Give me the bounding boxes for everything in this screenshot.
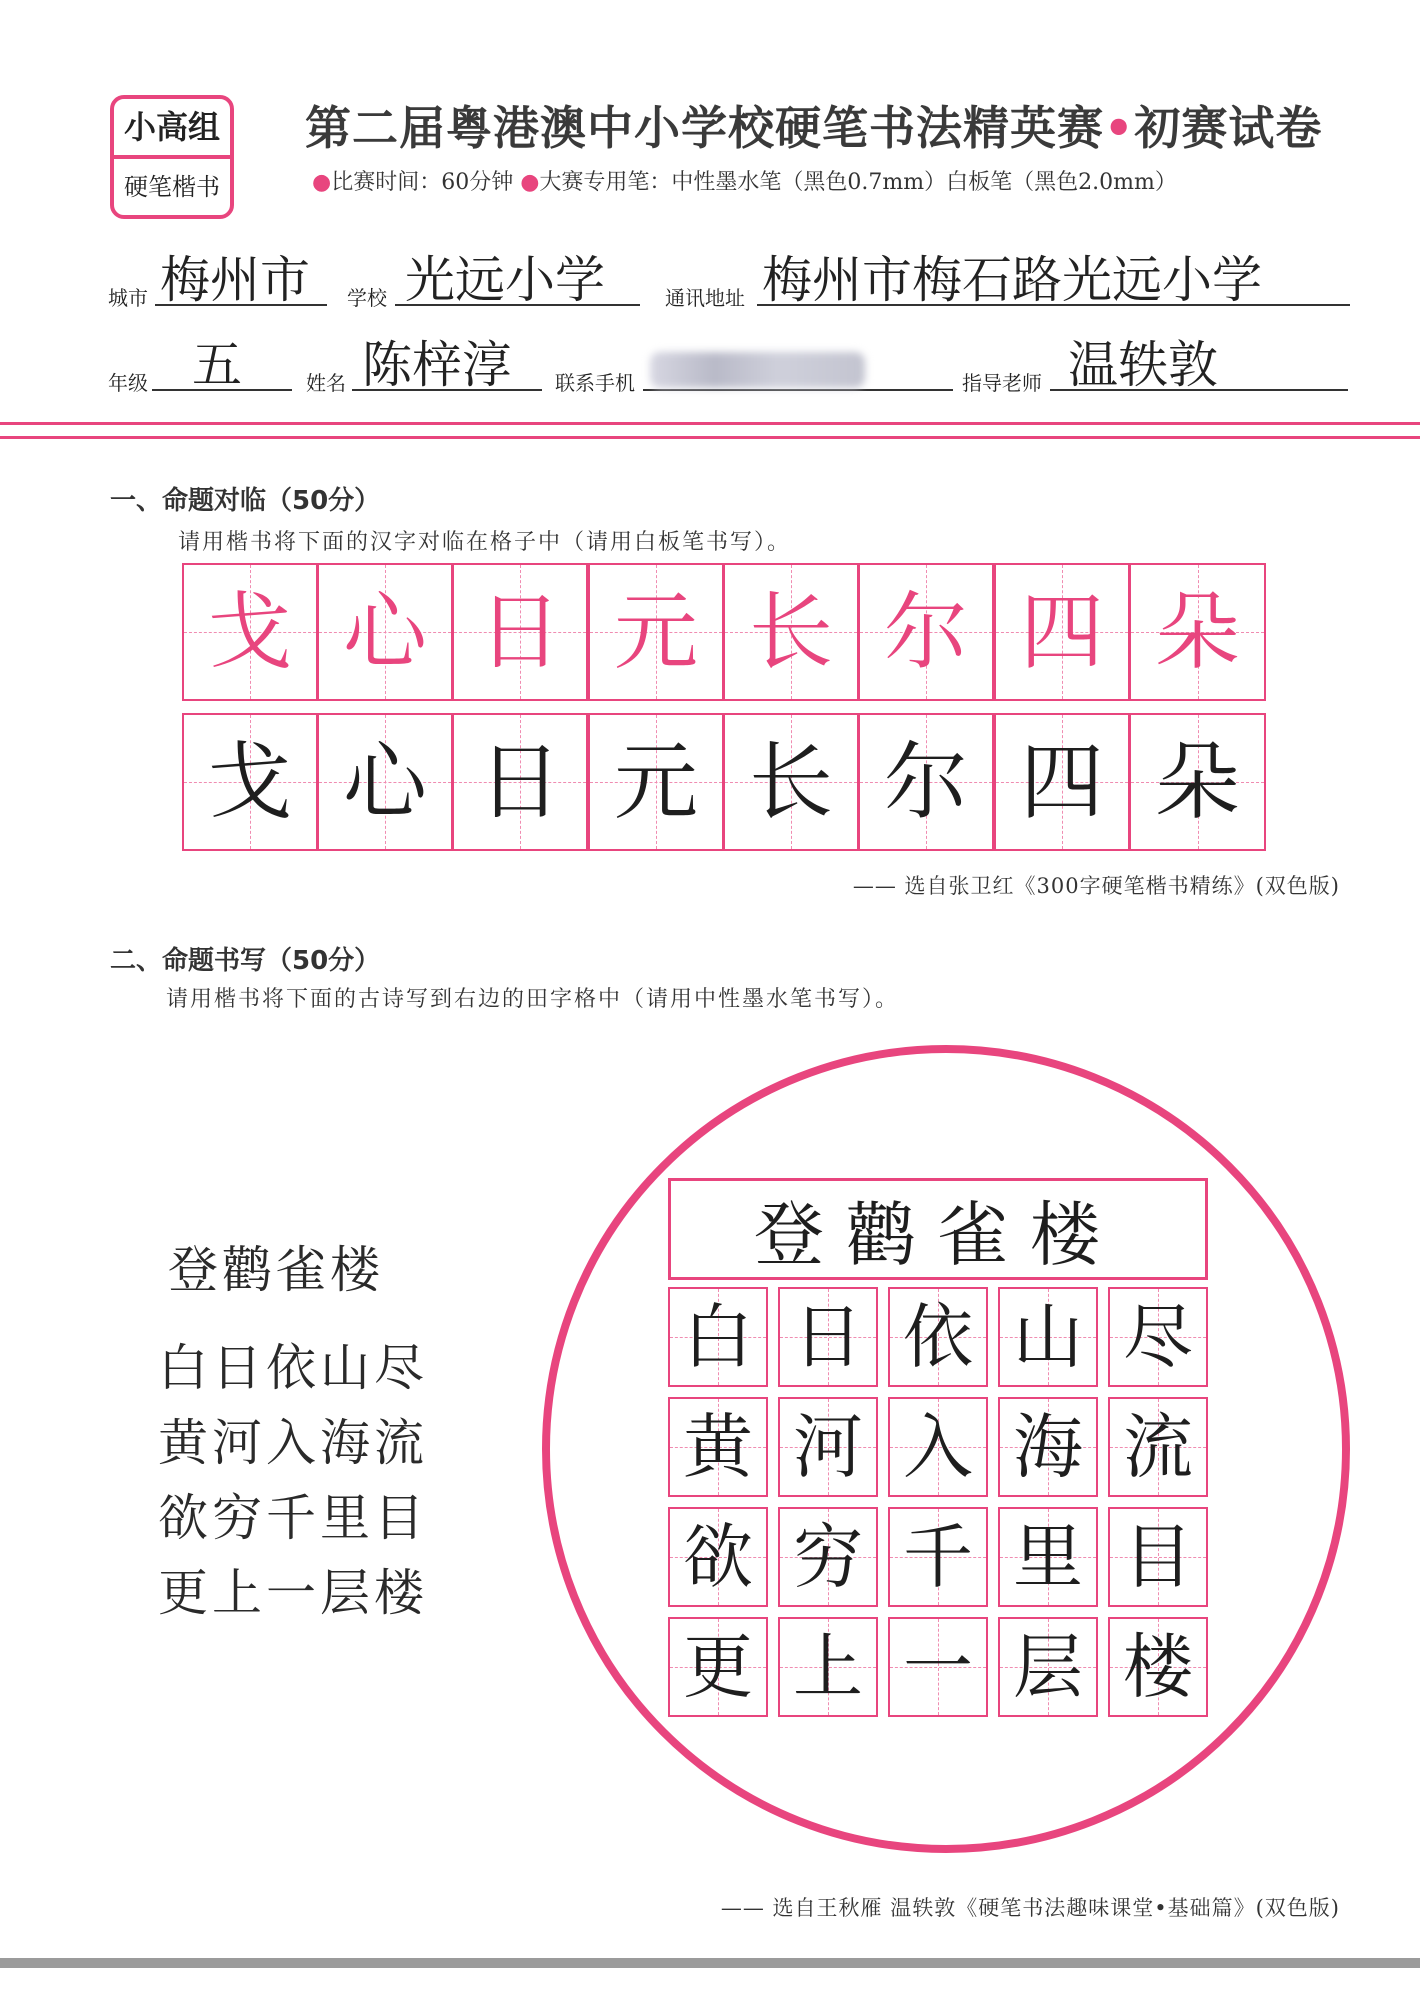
written-char: 心 [342,733,427,831]
model-char: 四 [1019,583,1104,681]
address-value: 梅州市梅石路光远小学 [762,251,1262,309]
section1-source: —— 选自张卫红《300字硬笔楷书精练》(双色版) [852,874,1340,898]
group-badge [110,95,234,219]
exam-title-main: 第二届粤港澳中小学校硬笔书法精英赛 [305,101,1104,155]
written-char-cell[interactable] [1129,713,1266,851]
model-char-cell [452,563,588,701]
divider-rule [0,436,1420,439]
grid-cell[interactable] [888,1287,988,1387]
tianzige-grid [668,1287,1208,1717]
model-char-cell [994,563,1130,701]
grid-cell[interactable] [778,1397,878,1497]
model-char-cell [1129,563,1266,701]
teacher-value: 温轶敦 [1068,336,1218,394]
grid-char: 楼 [1123,1626,1193,1708]
grid-cell[interactable] [668,1397,768,1497]
address-label: 通讯地址 [665,286,745,310]
bullet-icon: ● [312,170,332,195]
bullet-icon: ● [520,170,540,195]
grid-cell[interactable] [778,1507,878,1607]
grid-char: 河 [793,1406,863,1488]
written-char: 元 [613,733,698,831]
grid-char: 里 [1013,1516,1083,1598]
written-char: 戈 [207,733,292,831]
model-char: 朵 [1155,583,1240,681]
grid-char: 流 [1123,1406,1193,1488]
grid-cell[interactable] [1108,1617,1208,1717]
grid-char: 目 [1123,1516,1193,1598]
grid-cell[interactable] [668,1287,768,1387]
section1-instruction: 请用楷书将下面的汉字对临在格子中（请用白板笔书写）。 [178,530,792,555]
poem-title: 登鹳雀楼 [168,1241,384,1299]
model-char: 日 [477,583,562,681]
grid-char: 穷 [793,1516,863,1598]
teacher-label: 指导老师 [962,371,1042,395]
model-char: 长 [748,583,833,681]
exam-duration: 比赛时间：60分钟 [331,170,514,195]
grid-cell[interactable] [778,1617,878,1717]
written-char-cell[interactable] [452,713,588,851]
name-value: 陈梓淳 [362,336,512,394]
badge-group-label: 小高组 [114,99,230,159]
school-label: 学校 [347,286,387,310]
model-char: 元 [613,583,698,681]
section2-source: —— 选自王秋雁 温轶敦《硬笔书法趣味课堂•基础篇》(双色版) [720,1896,1340,1920]
grid-char: 白 [683,1296,753,1378]
exam-title-suffix: 初赛试卷 [1134,101,1323,155]
title-separator-dot: • [1104,101,1135,155]
grade-value: 五 [192,336,242,394]
grid-char: 上 [793,1626,863,1708]
school-value: 光远小学 [405,251,605,309]
grid-char: 层 [1013,1626,1083,1708]
grid-cell[interactable] [778,1287,878,1387]
written-char-cell[interactable] [994,713,1130,851]
grid-char: 黄 [683,1406,753,1488]
model-char-cell [588,563,724,701]
model-char: 尔 [883,583,968,681]
written-char-row [182,713,1266,851]
grid-char: 千 [903,1516,973,1598]
phone-label: 联系手机 [555,371,635,395]
written-char-cell[interactable] [723,713,859,851]
grid-cell[interactable] [888,1397,988,1497]
section1-heading: 一、命题对临（50分） [110,486,381,516]
model-char-cell [182,563,318,701]
poem-line: 更上一层楼 [158,1564,428,1622]
written-char: 尔 [883,733,968,831]
grid-cell[interactable] [888,1507,988,1607]
grid-char: 更 [683,1626,753,1708]
grid-cell[interactable] [998,1617,1098,1717]
model-char-cell [317,563,453,701]
section2-instruction: 请用楷书将下面的古诗写到右边的田字格中（请用中性墨水笔书写）。 [166,987,900,1012]
model-char: 心 [342,583,427,681]
poem-line: 欲穷千里目 [158,1489,428,1547]
written-char: 日 [477,733,562,831]
exam-title [305,92,1365,158]
poem-line: 白日依山尽 [158,1339,428,1397]
grid-char: 海 [1013,1406,1083,1488]
poem-line: 黄河入海流 [158,1414,428,1472]
written-char: 长 [748,733,833,831]
written-char: 四 [1019,733,1104,831]
exam-subtitle [312,165,1392,196]
model-char-cell [723,563,859,701]
name-label: 姓名 [306,371,346,395]
written-char-cell[interactable] [588,713,724,851]
grid-char: 欲 [683,1516,753,1598]
grid-cell[interactable] [668,1617,768,1717]
written-char-cell[interactable] [317,713,453,851]
written-char-cell[interactable] [858,713,994,851]
grid-cell[interactable] [998,1287,1098,1387]
city-label: 城市 [108,286,148,310]
grid-cell[interactable] [1108,1287,1208,1387]
written-char: 朵 [1155,733,1240,831]
section2-heading: 二、命题书写（50分） [110,946,381,976]
grid-char: 日 [793,1296,863,1378]
grid-char: 一 [903,1626,973,1708]
divider-rule [0,422,1420,425]
model-char-row [182,563,1266,701]
grid-cell[interactable] [998,1507,1098,1607]
grid-cell[interactable] [888,1617,988,1717]
written-char-cell[interactable] [182,713,318,851]
grid-cell[interactable] [668,1507,768,1607]
grid-char: 尽 [1123,1296,1193,1378]
model-char: 戈 [207,583,292,681]
written-poem-title: 登鹳雀楼 [754,1193,1122,1276]
phone-redacted-blur [650,352,865,388]
grid-char: 入 [903,1406,973,1488]
city-value: 梅州市 [160,251,310,309]
phone-underline [643,389,953,391]
page-bottom-bar [0,1958,1420,1968]
grid-cell[interactable] [998,1397,1098,1497]
grid-char: 山 [1013,1296,1083,1378]
grid-char: 依 [903,1296,973,1378]
exam-pen-requirement: 大赛专用笔：中性墨水笔（黑色0.7mm）白板笔（黑色2.0mm） [539,170,1177,195]
written-title-box[interactable] [668,1178,1208,1280]
badge-category-label: 硬笔楷书 [124,173,220,201]
grid-cell[interactable] [1108,1507,1208,1607]
grade-label: 年级 [108,371,148,395]
grid-cell[interactable] [1108,1397,1208,1497]
model-char-cell [858,563,994,701]
